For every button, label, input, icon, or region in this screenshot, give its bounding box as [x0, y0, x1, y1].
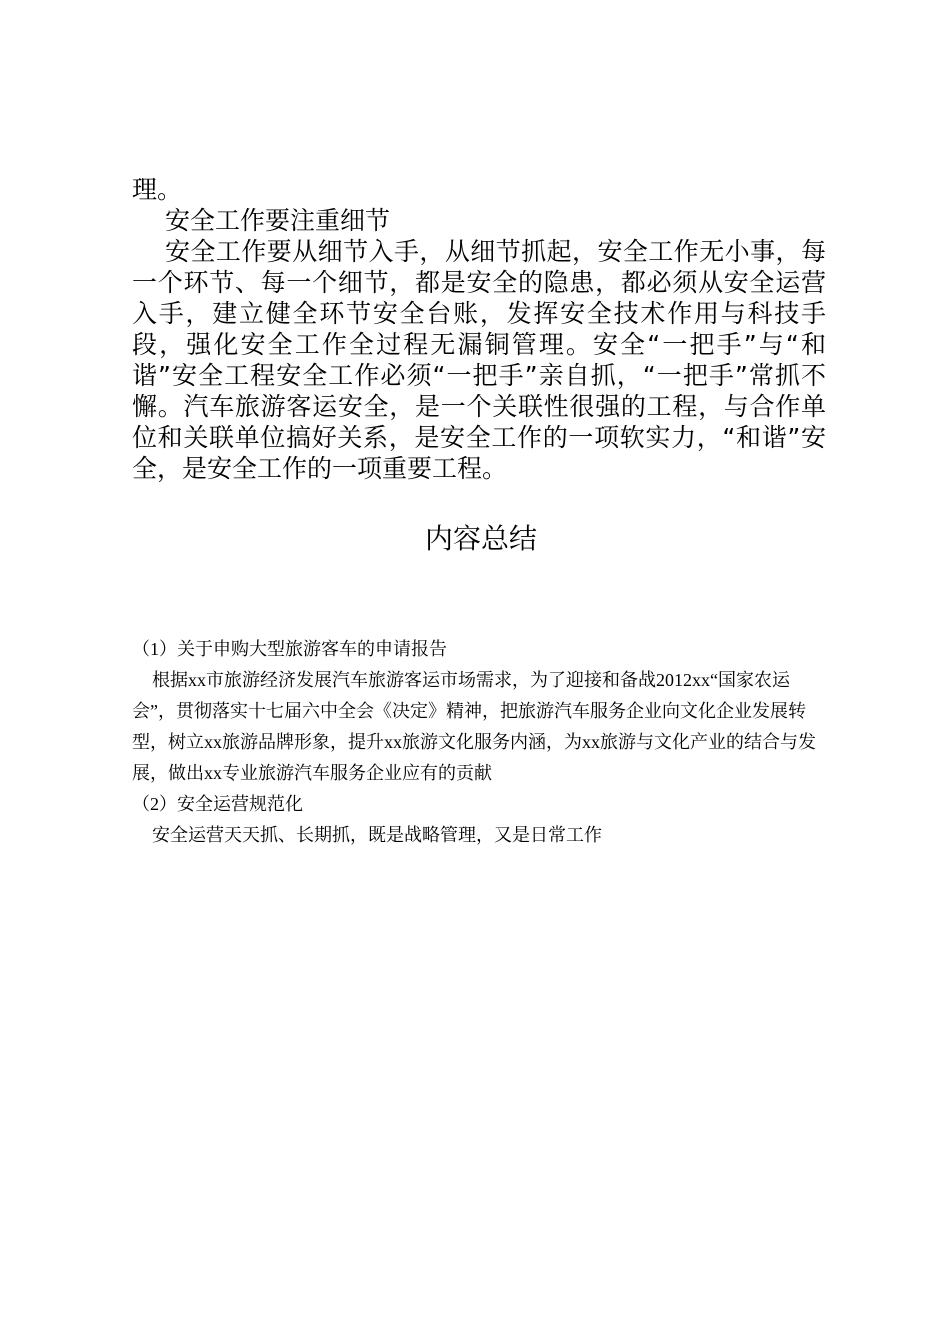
summary-item-heading-1: （1）关于申购大型旅游客车的申请报告	[132, 639, 447, 659]
summary-item-heading-2: （2）安全运营规范化	[132, 794, 303, 814]
summary-title: 内容总结	[424, 522, 537, 555]
paragraph-safety-details: 安全工作要从细节入手，从细节抓起，安全工作无小事，每一个环节、每一个细节，都是安全的隐患，都必须从安全运营入手，建立健全环节安全台账，发挥安全技术作用与科技手段，强化安全工作全过程无漏铜管理。安全“一把手”与“和谐”安全工程安全工作必须“一把手”亲自抓，“一把手”常抓不懈。汽车旅游客运安全，是一个关联性很强的工程，与合作单位和关联单位搞好关系，是安全工作的一项软实力，“和谐”安全，是安全工作的一项重要工程。	[132, 237, 826, 483]
summary-content	[132, 634, 822, 851]
section-heading: 安全工作要注重细节	[165, 206, 391, 235]
document-body	[132, 174, 826, 484]
summary-item-text-1: 根据xx市旅游经济发展汽车旅游客运市场需求，为了迎接和备战2012xx“国家农运会”，贯彻落实十七届六中全会《决定》精神，把旅游汽车服务企业向文化企业发展转型，树立xx旅游品牌形象，提升xx旅游文化服务内涵，为xx旅游与文化产业的结合与发展，做出xx专业旅游汽车服务企业应有的贡献	[132, 670, 816, 783]
summary-item-text-2: 安全运营天天抓、长期抓，既是战略管理，又是日常工作	[152, 825, 602, 845]
paragraph-continuation: 理。	[132, 175, 183, 204]
